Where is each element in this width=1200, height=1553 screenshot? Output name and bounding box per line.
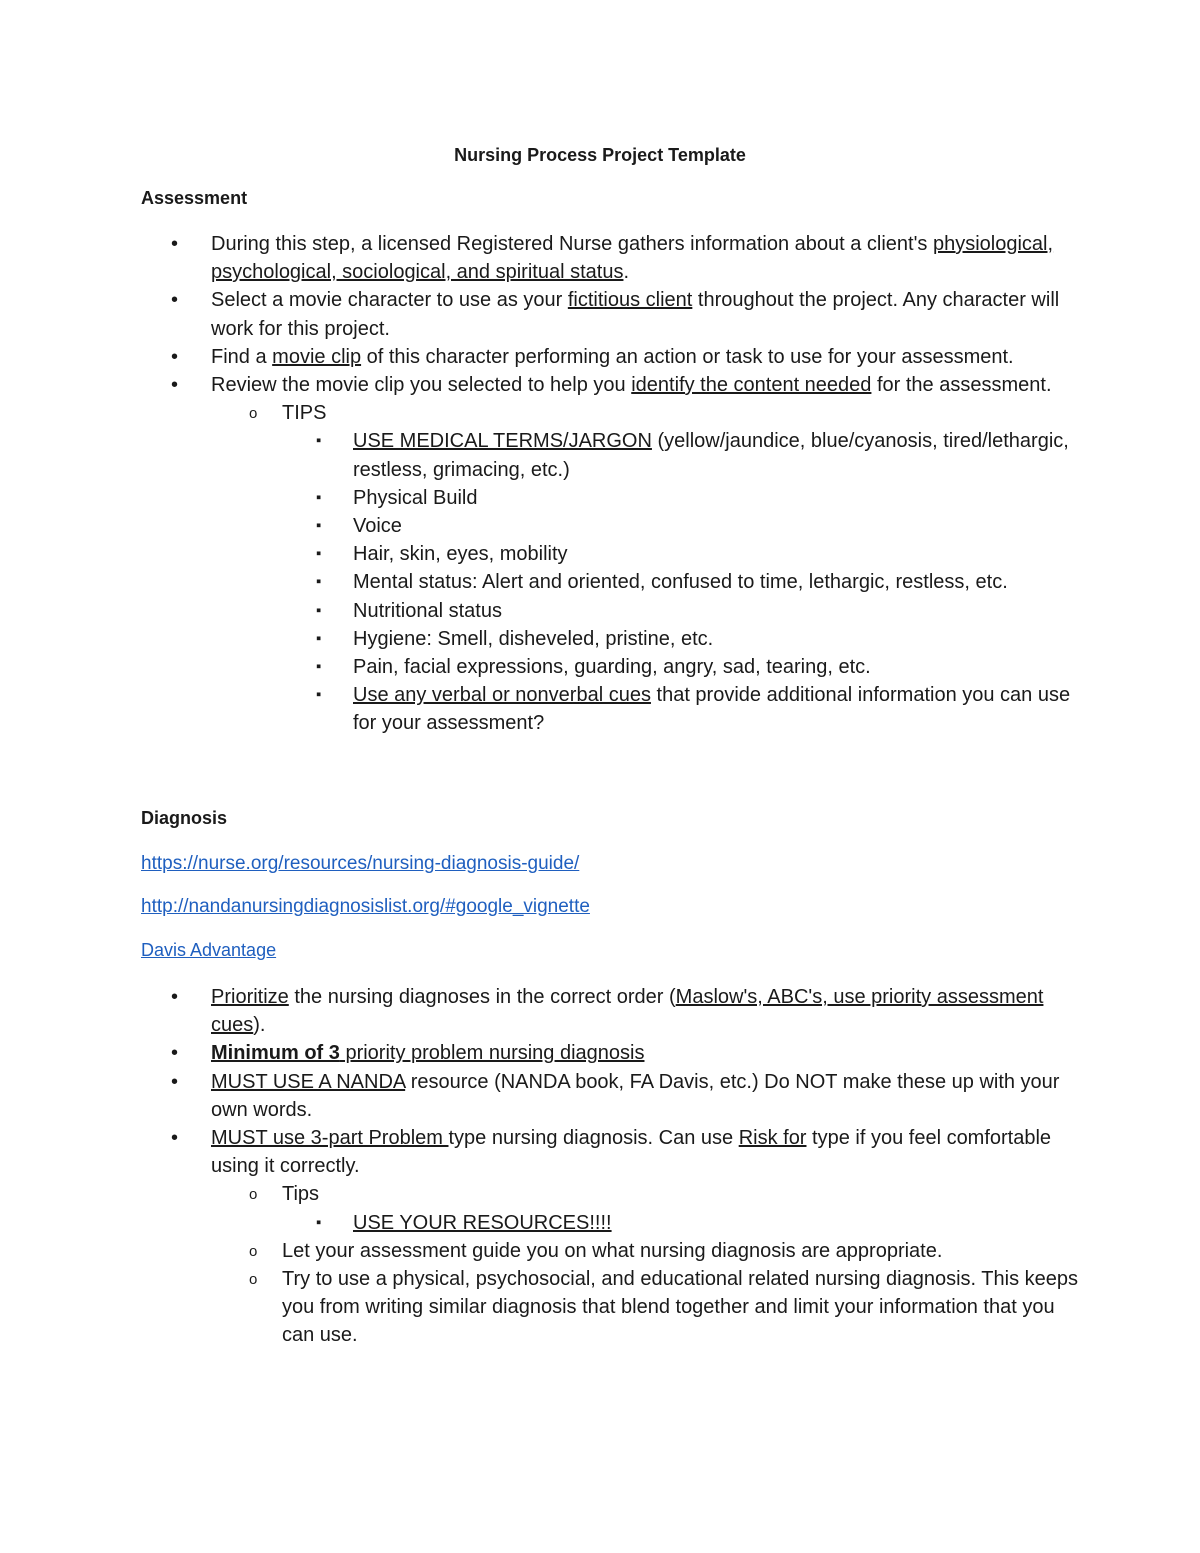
list-item: o TIPS ▪ USE MEDICAL TERMS/JARGON (yellow/jaundice, blue/cyanosis, tired/lethargic, restless, grimacing, etc.) ▪ Physical Build ▪ Voice ▪ Hair, skin, eyes, mobility ▪ Mental status: Alert and oriented, confused to time, lethargic, restless, etc. ▪ Nutritional status ▪ Hygiene: Smell, disheveled, pristine, etc. ▪ Pain, facial expressions, guarding, angry, sad, tearing, etc. ▪ Use any verbal or nonverbal cues that provide additional information you can use for your assessment?	[211, 399, 1091, 737]
list-item: • During this step, a licensed Registered Nurse gathers information about a client's physiological, psychological, sociological, and spiritual status.	[141, 230, 1091, 286]
list-item: o Try to use a physical, psychosocial, and educational related nursing diagnosis. This keeps you from writing similar diagnosis that blend together and limit your information that you can use.	[211, 1265, 1091, 1350]
assessment-list	[141, 230, 1091, 738]
list-item: ▪ Voice	[282, 512, 1091, 540]
list-item: • Minimum of 3 priority problem nursing diagnosis	[141, 1039, 1091, 1067]
diagnosis-list	[141, 983, 1091, 1350]
list-item: ▪ Use any verbal or nonverbal cues that provide additional information you can use for your assessment?	[282, 681, 1091, 737]
document-title: Nursing Process Project Template	[454, 145, 746, 165]
list-item: • Select a movie character to use as your fictitious client throughout the project. Any character will work for this project.	[141, 286, 1091, 342]
list-item: • MUST USE A NANDA resource (NANDA book, FA Davis, etc.) Do NOT make these up with your own words.	[141, 1068, 1091, 1124]
nanda-list-link[interactable]: http://nandanursingdiagnosislist.org/#google_vignette	[141, 896, 590, 917]
diagnosis-heading: Diagnosis	[141, 808, 228, 828]
list-item: • Review the movie clip you selected to help you identify the content needed for the assessment. o TIPS ▪ USE MEDICAL TERMS/JARGON (yellow/jaundice, blue/cyanosis, tired/lethargic, restless, grimacing, etc.) ▪ Physical Build ▪ Voice ▪ Hair, skin, eyes, mobility ▪ Mental status: Alert and oriented, confused to time, lethargic, restless, etc. ▪ Nutritional status ▪ Hygiene: Smell, disheveled, pristine, etc. ▪ Pain, facial expressions, guarding, angry, sad, tearing, etc. ▪ Use any verbal or nonverbal cues that provide additional information you can use for your assessment?	[141, 371, 1091, 738]
list-item: o Tips ▪ USE YOUR RESOURCES!!!!	[211, 1180, 1091, 1236]
list-item: ▪ Mental status: Alert and oriented, confused to time, lethargic, restless, etc.	[282, 568, 1091, 596]
list-item: ▪ Hygiene: Smell, disheveled, pristine, etc.	[282, 625, 1091, 653]
davis-advantage-link[interactable]: Davis Advantage	[141, 940, 277, 960]
list-item: ▪ Pain, facial expressions, guarding, angry, sad, tearing, etc.	[282, 653, 1091, 681]
nurse-org-link[interactable]: https://nurse.org/resources/nursing-diagnosis-guide/	[141, 853, 580, 874]
list-item: • Prioritize the nursing diagnoses in the correct order (Maslow's, ABC's, use priority assessment cues).	[141, 983, 1091, 1039]
assessment-heading: Assessment	[141, 188, 248, 208]
diagnosis-tips-sublist	[282, 1209, 1091, 1237]
list-item: ▪ Physical Build	[282, 484, 1091, 512]
list-item: ▪ USE MEDICAL TERMS/JARGON (yellow/jaundice, blue/cyanosis, tired/lethargic, restless, grimacing, etc.)	[282, 427, 1091, 483]
tips-sublist	[282, 427, 1091, 737]
list-item: ▪ Hair, skin, eyes, mobility	[282, 540, 1091, 568]
list-item: ▪ Nutritional status	[282, 597, 1091, 625]
list-item: ▪ USE YOUR RESOURCES!!!!	[282, 1209, 1091, 1237]
tips-list	[211, 399, 1091, 737]
list-item: o Let your assessment guide you on what nursing diagnosis are appropriate.	[211, 1237, 1091, 1265]
list-item: • Find a movie clip of this character performing an action or task to use for your assessment.	[141, 343, 1091, 371]
diagnosis-sublist	[211, 1180, 1091, 1349]
list-item: • MUST use 3-part Problem type nursing diagnosis. Can use Risk for type if you feel comfortable using it correctly. o Tips ▪ USE YOUR RESOURCES!!!! o Let your assessment guide you on what nursing diagnosis are appropriate. o Try to use a physical, psychosocial, and educational related nursing diagnosis. This keeps you from writing similar diagnosis that blend together and limit your information that you can use.	[141, 1124, 1091, 1350]
